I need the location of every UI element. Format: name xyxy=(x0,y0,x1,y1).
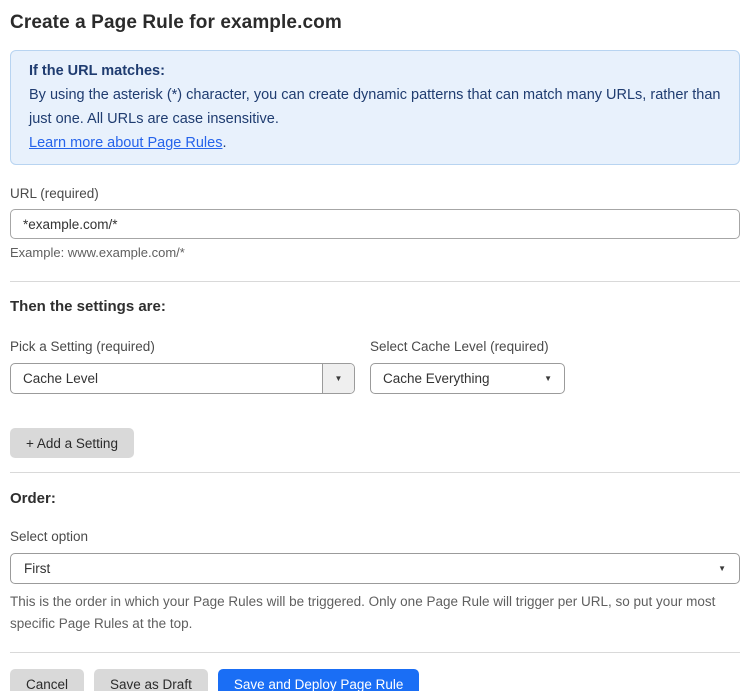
section-divider xyxy=(10,281,740,282)
link-suffix: . xyxy=(222,135,227,151)
info-box-link-line xyxy=(29,131,721,155)
save-as-draft-button[interactable]: Save as Draft xyxy=(94,669,208,691)
save-and-deploy-button[interactable]: Save and Deploy Page Rule xyxy=(218,669,420,691)
url-input[interactable] xyxy=(10,209,740,239)
pick-setting-dropdown[interactable] xyxy=(10,363,355,394)
form-actions xyxy=(10,669,740,691)
chevron-down-icon: ▼ xyxy=(334,373,343,383)
chevron-down-icon: ▼ xyxy=(544,373,552,383)
order-value: First xyxy=(24,561,51,576)
cache-level-dropdown[interactable] xyxy=(370,363,565,394)
order-select-label: Select option xyxy=(10,529,89,544)
url-match-info-box xyxy=(10,50,740,165)
order-helper-text: This is the order in which your Page Rules will be triggered. Only one Page Rule will trigger per URL, so put your most specific Page Rules at the top. xyxy=(10,594,716,631)
info-box-heading: If the URL matches: xyxy=(29,63,165,79)
url-example-helper: Example: www.example.com/* xyxy=(10,245,185,260)
create-page-rule-form xyxy=(0,12,750,691)
dropdown-arrow-wrap xyxy=(544,375,564,383)
dropdown-arrow-cell xyxy=(322,364,354,393)
section-divider xyxy=(10,472,740,473)
learn-more-link[interactable]: Learn more about Page Rules xyxy=(29,135,223,151)
settings-row xyxy=(10,339,740,394)
chevron-down-icon: ▼ xyxy=(718,563,726,573)
section-divider xyxy=(10,652,740,653)
cache-level-column xyxy=(370,339,565,394)
settings-section-heading: Then the settings are: xyxy=(10,298,166,315)
pick-setting-label: Pick a Setting (required) xyxy=(10,339,155,354)
page-title: Create a Page Rule for example.com xyxy=(10,12,342,33)
add-setting-button[interactable]: + Add a Setting xyxy=(10,428,134,458)
info-box-body: By using the asterisk (*) character, you can create dynamic patterns that can match many URLs, rather than just one. All URLs are case insensitive. xyxy=(29,87,721,127)
order-dropdown[interactable] xyxy=(10,553,740,584)
cancel-button[interactable]: Cancel xyxy=(10,669,84,691)
cache-level-label: Select Cache Level (required) xyxy=(370,339,549,354)
url-field-label: URL (required) xyxy=(10,186,99,201)
pick-setting-value: Cache Level xyxy=(23,371,99,386)
pick-setting-column xyxy=(10,339,355,394)
cache-level-value: Cache Everything xyxy=(383,371,490,386)
order-section-heading: Order: xyxy=(10,490,56,507)
